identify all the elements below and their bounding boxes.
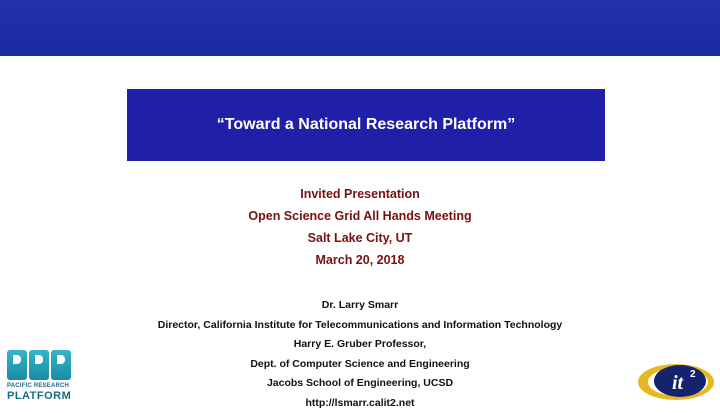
svg-text:it: it (672, 372, 685, 394)
speaker-professorship: Harry E. Gruber Professor, (0, 335, 720, 355)
prp-letters-icon (7, 350, 73, 380)
svg-text:2: 2 (690, 369, 696, 380)
it2-logo-icon (636, 358, 716, 402)
speaker-name: Dr. Larry Smarr (0, 296, 720, 316)
slide-title: “Toward a National Research Platform” (217, 116, 515, 134)
speaker-school: Jacobs School of Engineering, UCSD (0, 374, 720, 394)
prp-logo (7, 350, 73, 402)
event-line-date: March 20, 2018 (0, 249, 720, 271)
top-header-band (0, 0, 720, 56)
prp-logo-subtitle: PACIFIC RESEARCH (7, 383, 73, 389)
event-line-presentation: Invited Presentation (0, 183, 720, 205)
event-info (0, 183, 720, 271)
speaker-department: Dept. of Computer Science and Engineering (0, 355, 720, 375)
title-box (127, 89, 605, 161)
event-line-location: Salt Lake City, UT (0, 227, 720, 249)
event-line-meeting: Open Science Grid All Hands Meeting (0, 205, 720, 227)
speaker-info (0, 296, 720, 413)
speaker-title: Director, California Institute for Telecommunications and Information Technology (0, 316, 720, 336)
speaker-url[interactable]: http://lsmarr.calit2.net (0, 394, 720, 413)
prp-logo-name: PLATFORM (7, 390, 73, 402)
